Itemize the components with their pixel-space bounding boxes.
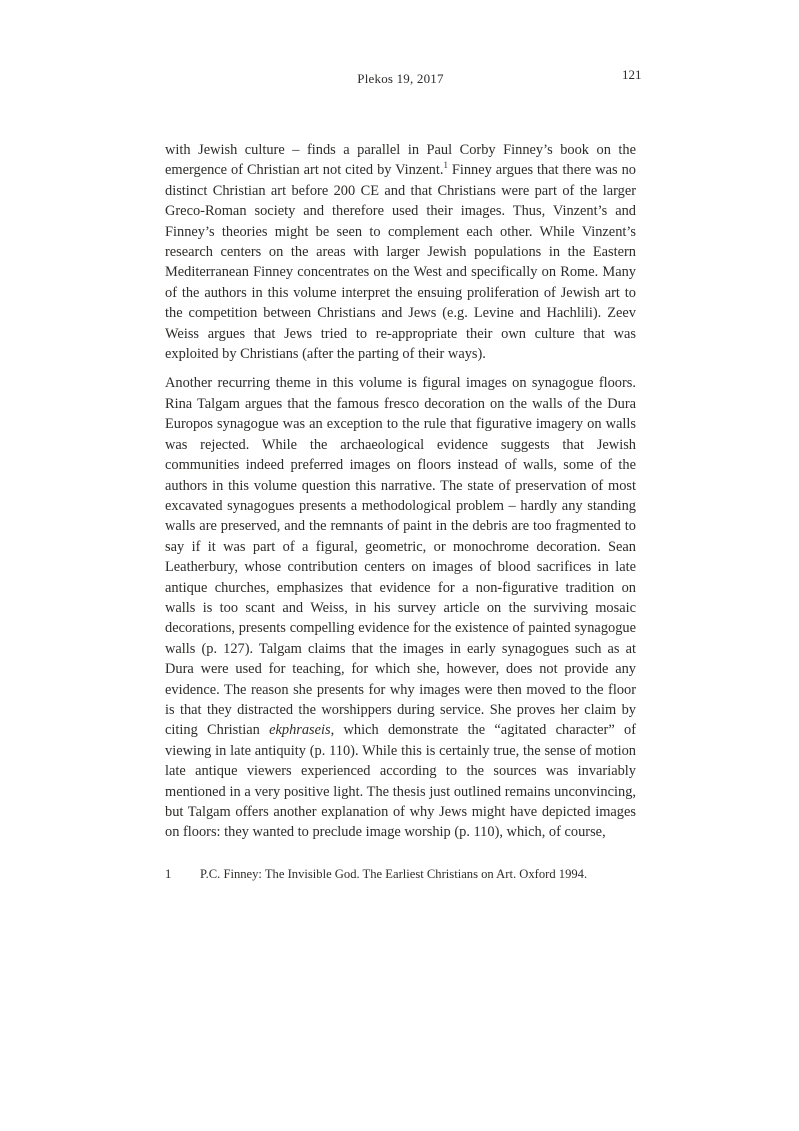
paragraph — [165, 140, 636, 364]
text-segment: with Jewish culture – finds a parallel in Paul Corby Finney’s book on the emergence of Christian art not cited by Vinzent. — [165, 142, 636, 179]
journal-title: Plekos 19, 2017 — [357, 71, 444, 86]
paragraph — [165, 373, 636, 842]
text-segment: ekphraseis — [269, 722, 331, 739]
running-header — [165, 71, 636, 87]
text-segment: , which demonstrate the “agitated character” of viewing in late antiquity (p. 110). While this is certainly true, the sense of motion late antique viewers experienced according to the sources was invariably mentioned in a very positive light. The thesis just outlined remains unconvincing, but Talgam offers another explanation of why Jews might have depicted images on floors: they wanted to preclude image worship (p. 110), which, of course, — [165, 722, 636, 841]
body-text — [165, 140, 636, 852]
text-segment: Another recurring theme in this volume is figural images on synagogue floors. Rina Talgam argues that the famous fresco decoration on the walls of the Dura Europos synagogue was an exception to the rule that figurative imagery on walls was rejected. While the archaeological evidence suggests that Jewish communities indeed preferred images on floors instead of walls, some of the authors in this volume question this narrative. The state of preservation of most excavated synagogues presents a methodological problem – hardly any standing walls are preserved, and the remnants of paint in the debris are too fragmented to say if it was part of a figural, geometric, or monochrome decoration. Sean Leatherbury, whose contribution centers on images of blood sacrifices in late antique churches, emphasizes that evidence for a non-figurative tradition on walls is too scant and Weiss, in his survey article on the surviving mosaic decorations, presents compelling evidence for the existence of painted synagogue walls (p. 127). Talgam claims that the images in early synagogues such as at Dura were used for teaching, for which she, however, does not provide any evidence. The reason she presents for why images were then moved to the floor is that they distracted the worshippers during service. She proves her claim by citing Christian — [165, 375, 636, 739]
footnote-reference: 1 — [443, 160, 448, 171]
footnote-text: P.C. Finney: The Invisible God. The Earliest Christians on Art. Oxford 1994. — [200, 867, 588, 881]
text-segment: Finney argues that there was no distinct Christian art before 200 CE and that Christians were part of the larger Greco-Roman society and therefore used their images. Thus, Vinzent’s and Finney’s theories might be seen to complement each other. While Vinzent’s research centers on the areas with larger Jewish populations in the Eastern Mediterranean Finney concentrates on the West and specifically on Rome. Many of the authors in this volume interpret the ensuing proliferation of Jewish art to the competition between Christians and Jews (e.g. Levine and Hachlili). Zeev Weiss argues that Jews tried to re-appropriate their own culture that was exploited by Christians (after the parting of their ways). — [165, 162, 637, 363]
footnote — [165, 866, 636, 883]
footnote-marker: 1 — [165, 867, 172, 881]
page-number: 121 — [622, 67, 642, 82]
